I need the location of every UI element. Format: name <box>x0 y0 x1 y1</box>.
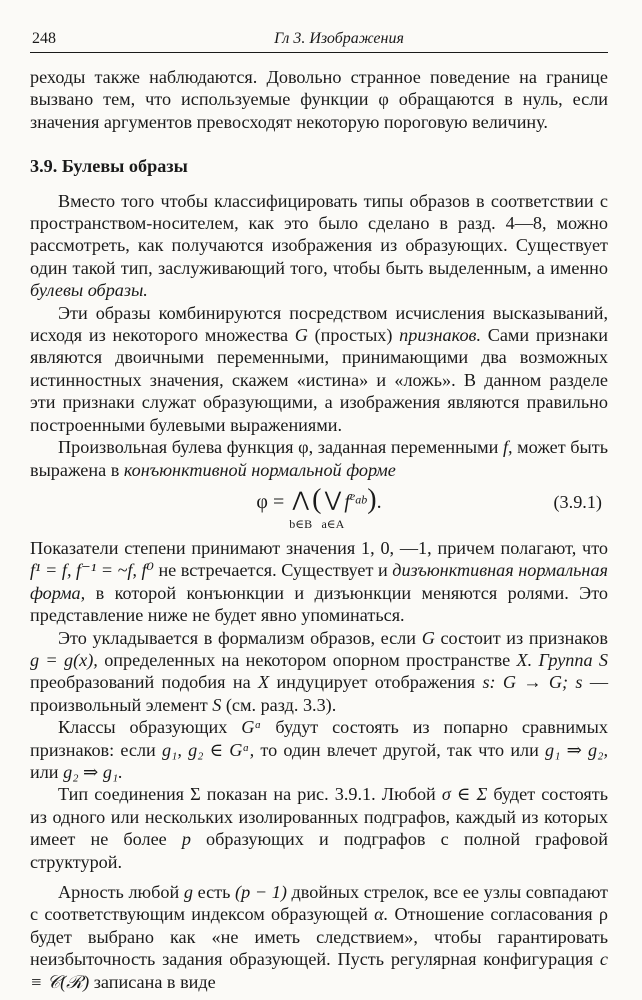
paragraph-continuation: реходы также наблюдаются. Довольно странное поведение на границе вызвано тем, что используемые функции φ обращаются в нуль, если значения аргументов превосходят некоторую пороговую величину. <box>30 67 608 132</box>
paragraph-cnf: Произвольная булева функция φ, заданная переменными f, может быть выражена в конъюнктивной нормальной форме <box>30 437 608 480</box>
equation-number: (3.9.1) <box>553 491 602 512</box>
equation-3-9-1 <box>30 485 608 531</box>
section-title: 3.9. Булевы образы <box>30 156 188 177</box>
page-body <box>30 66 608 993</box>
page-number: 248 <box>32 30 56 47</box>
paragraph-arity: Арность любой g есть (p − 1) двойных стрелок, все ее узлы совпадают с соответствующим индексом образующей α. Отношение согласования ρ будет выбрано как «не иметь следствием», чтобы гарантировать неизбыточность задания образующей. Пусть регулярная конфигурация c ≡ 𝒞(ℛ) записана в виде <box>30 882 608 992</box>
running-header <box>30 28 608 53</box>
paragraph-intro: Вместо того чтобы классифицировать типы образов в соответствии с пространством-носителем, как это было сделано в разд. 4—8, можно рассмотреть, как получаются изображения из образующих. Существует один такой тип, заслуживающий того, чтобы быть выделенным, а именно булевы образы. <box>30 190 608 301</box>
paragraph-formalism: Это укладывается в формализм образов, если G состоит из признаков g = g(x), определенных на некотором опорном пространстве X. Группа S преобразований подобия на X индуцирует отображения s: G → G; s — произвольный элемент S (см. разд. 3.3). <box>30 627 608 715</box>
paragraph-features: Эти образы комбинируются посредством исчисления высказываний, исходя из некоторого множества G (простых) признаков. Сами признаки являются двоичными переменными, принимающими два возможных истинностных значения, скажем «истина» и «ложь». В данном разделе эти признаки служат образующими, а изображения являются правильно построенными булевыми выражениями. <box>30 302 608 435</box>
running-title: Гл 3. Изображения <box>274 30 404 47</box>
paragraph-connection-type: Тип соединения Σ показан на рис. 3.9.1. Любой σ ∈ Σ будет состоять из одного или нескольких изолированных подграфов, каждый из которых имеет не более p образующих и подграфов с полной графовой структурой. <box>30 784 608 872</box>
paragraph-exponents: Показатели степени принимают значения 1, 0, —1, причем полагают, что f¹ = f, f⁻¹ = ~f, f⁰ не встречается. Существует и дизъюнктивная нормальная форма, в которой конъюнкции и дизъюнкции меняются ролями. Это представление ниже не будет явно упоминаться. <box>30 537 609 626</box>
equation-body: φ = ⋀ b∈B( ⋁ $a\in Af^{e_{ab}}$). <box>256 483 382 532</box>
paragraph-classes: Классы образующих Gᵅ будут состоять из попарно сравнимых признаков: если g₁, g₂ ∈ Gᵅ, то один влечет другой, так что или g₁ ⇒ g₂, или g₂ ⇒ g₁. <box>30 717 608 782</box>
